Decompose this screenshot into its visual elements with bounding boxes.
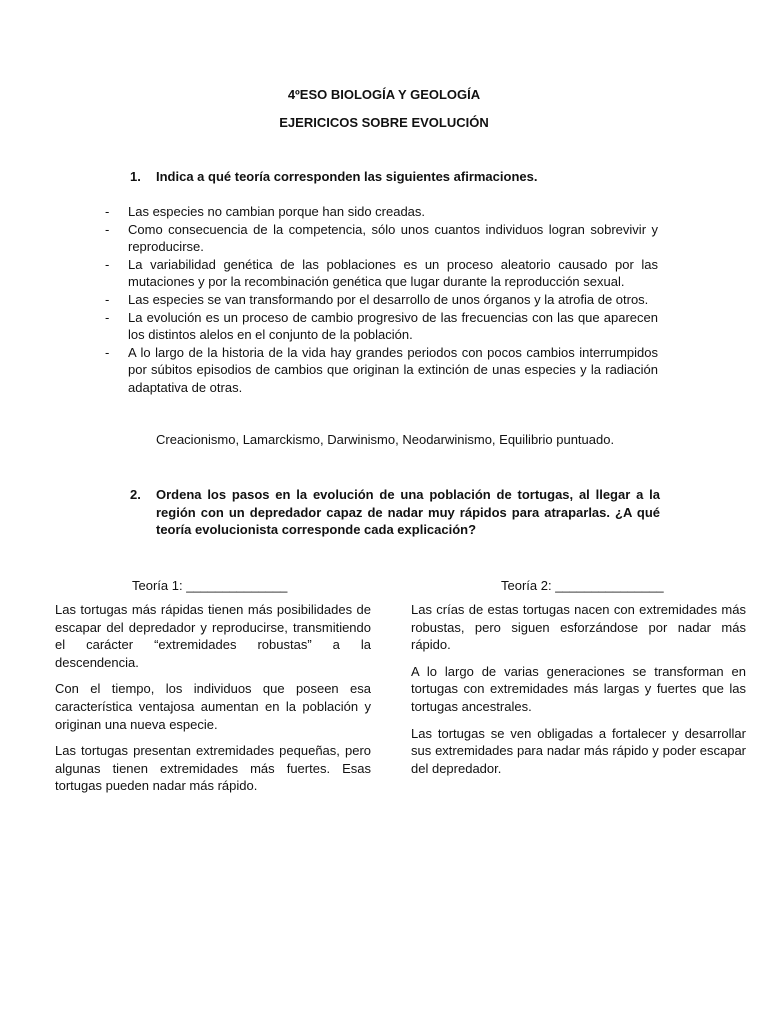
bullet-marker: - xyxy=(105,256,110,272)
theory-1-paragraph: Las tortugas presentan extremidades pequeñas, pero algunas tienen extremidades más fuertes. Esas tortugas pueden nadar más rápido. xyxy=(55,743,371,794)
bullet-marker: - xyxy=(105,221,110,237)
statement-text: La evolución es un proceso de cambio progresivo de las frecuencias con las que aparecen los distintos alelos en el conjunto de la población. xyxy=(128,309,658,343)
statement-item xyxy=(100,221,658,256)
question-1-text: Indica a qué teoría corresponden las siguientes afirmaciones. xyxy=(156,169,538,184)
statement-item xyxy=(100,203,658,221)
question-2-text: Ordena los pasos en la evolución de una población de tortugas, al llegar a la región con un depredador capaz de nadar muy rápidos para atraparlas. ¿A qué teoría evolucionista corresponde cada explicación? xyxy=(156,487,660,538)
question-2 xyxy=(130,486,660,539)
statement-text: La variabilidad genética de las poblaciones es un proceso aleatorio causado por las mutaciones y por la recombinación genética que lugar durante la reproducción sexual. xyxy=(128,256,658,290)
bullet-marker: - xyxy=(105,291,110,307)
bullet-marker: - xyxy=(105,309,110,325)
question-2-number: 2. xyxy=(130,487,141,502)
statement-text: Como consecuencia de la competencia, sólo unos cuantos individuos logran sobrevivir y reproducirse. xyxy=(128,221,658,255)
bullet-marker: - xyxy=(105,344,110,360)
document-subtitle: EJERICICOS SOBRE EVOLUCIÓN xyxy=(279,115,489,130)
statement-text: Las especies no cambian porque han sido creadas. xyxy=(128,204,426,219)
document-title: 4ºESO BIOLOGÍA Y GEOLOGÍA xyxy=(287,87,481,102)
statement-item xyxy=(100,344,658,397)
theory-1-paragraph: Las tortugas más rápidas tienen más posibilidades de escapar del depredador y reproducirse, transmitiendo el carácter “extremidades robustas” a la descendencia. xyxy=(55,602,371,670)
theory-1-column xyxy=(55,601,371,804)
statement-text: Las especies se van transformando por el desarrollo de unos órganos y la atrofia de otros. xyxy=(128,291,649,307)
statement-item xyxy=(100,291,658,309)
statement-item xyxy=(100,309,658,344)
statement-text: A lo largo de la historia de la vida hay grandes periodos con pocos cambios interrumpidos por súbitos episodios de cambios que originan la extinción de unas especies y la radiación adaptativa de otras. xyxy=(128,344,658,395)
theory-2-column xyxy=(411,601,746,786)
theory-2-paragraph: Las tortugas se ven obligadas a fortalecer y desarrollar sus extremidades para nadar más rápido y poder escapar del depredador. xyxy=(411,725,746,776)
bullet-marker: - xyxy=(105,204,110,219)
theory-2-paragraph: A lo largo de varias generaciones se transforman en tortugas con extremidades más largas y fuertes que las tortugas ancestrales. xyxy=(411,663,746,714)
question-1 xyxy=(130,168,660,186)
statement-item xyxy=(100,256,658,291)
statement-list xyxy=(100,203,658,397)
theory-2-label: Teoría 2: _______________ xyxy=(501,578,664,593)
theory-1-paragraph: Con el tiempo, los individuos que poseen esa característica ventajosa aumentan en la población y originan una nueva especie. xyxy=(55,681,371,732)
theory-2-paragraph: Las crías de estas tortugas nacen con extremidades más robustas, pero siguen esforzándose por nadar más rápido. xyxy=(411,602,746,653)
theory-options: Creacionismo, Lamarckismo, Darwinismo, Neodarwinismo, Equilibrio puntuado. xyxy=(156,432,615,447)
question-1-number: 1. xyxy=(130,169,141,184)
theory-1-label: Teoría 1: ______________ xyxy=(132,578,288,593)
